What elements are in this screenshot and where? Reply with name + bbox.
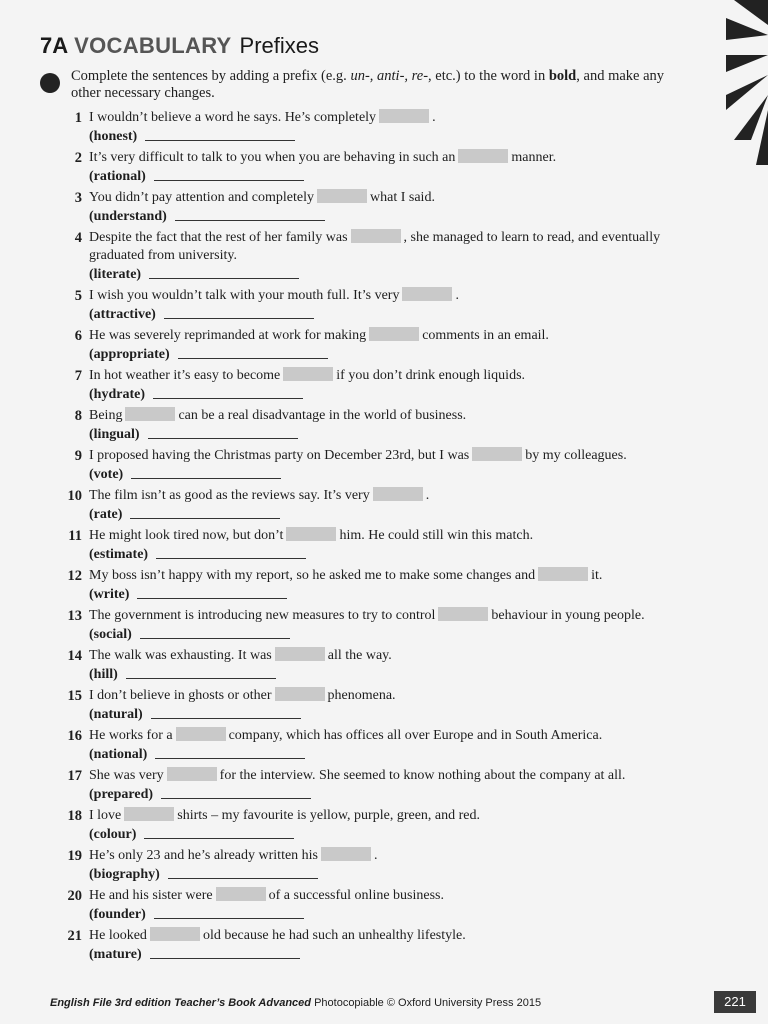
exercise-item — [0, 767, 720, 807]
answer-gap[interactable] — [317, 189, 367, 203]
sentence-before: Despite the fact that the rest of her family was — [89, 230, 348, 245]
bold-root-word: (honest) — [89, 129, 138, 144]
item-sentence — [89, 189, 669, 207]
exercise-item — [0, 727, 720, 767]
item-word-row — [89, 168, 304, 186]
item-sentence — [89, 807, 669, 825]
corner-decoration — [726, 0, 768, 165]
answer-gap[interactable] — [379, 109, 429, 123]
sentence-after: . — [432, 110, 436, 125]
item-word-row — [89, 586, 287, 604]
sentence-before: He works for a — [89, 728, 173, 743]
exercise-item — [0, 527, 720, 567]
bold-root-word: (social) — [89, 627, 132, 642]
sentence-before: The walk was exhausting. It was — [89, 648, 272, 663]
item-sentence — [89, 447, 669, 465]
sentence-before: Being — [89, 408, 123, 423]
answer-gap[interactable] — [286, 527, 336, 541]
exercise-item — [0, 847, 720, 887]
answer-gap[interactable] — [438, 607, 488, 621]
item-word-row — [89, 826, 294, 844]
answer-line[interactable] — [137, 586, 287, 599]
item-word-row — [89, 666, 276, 684]
answer-line[interactable] — [150, 946, 300, 959]
answer-gap[interactable] — [538, 567, 588, 581]
sentence-before: I wouldn’t believe a word he says. He’s completely — [89, 110, 377, 125]
item-word-row — [89, 746, 305, 764]
sentence-after: manner. — [511, 150, 557, 165]
item-number: 8 — [74, 408, 82, 424]
answer-line[interactable] — [168, 866, 318, 879]
sentence-after: . — [425, 488, 430, 503]
exercise-item — [0, 189, 720, 229]
sentence-before: My boss isn’t happy with my report, so he asked me to make some changes and — [89, 568, 536, 583]
item-sentence — [89, 647, 669, 665]
sentence-after: of a successful online business. — [268, 888, 444, 903]
item-word-row — [89, 128, 295, 146]
answer-line[interactable] — [155, 746, 305, 759]
item-word-row — [89, 346, 328, 364]
sentence-before: It’s very difficult to talk to you when you are behaving in such an — [89, 150, 456, 165]
sentence-after: company, which has offices all over Europe and in South America. — [228, 728, 603, 743]
exercise-item — [0, 647, 720, 687]
item-number: 4 — [74, 230, 82, 246]
item-word-row — [89, 786, 311, 804]
item-number: 3 — [74, 190, 82, 206]
exercise-item — [0, 407, 720, 447]
answer-line[interactable] — [151, 706, 301, 719]
answer-gap[interactable] — [176, 727, 226, 741]
answer-line[interactable] — [154, 906, 304, 919]
item-word-row — [89, 266, 299, 284]
sentence-after: . — [374, 848, 378, 863]
answer-gap[interactable] — [351, 229, 401, 243]
bold-root-word: (biography) — [89, 867, 160, 882]
sentence-before: He and his sister were — [89, 888, 213, 903]
answer-line[interactable] — [178, 346, 328, 359]
sentence-before: The government is introducing new measures to try to control — [89, 608, 436, 623]
bold-root-word: (appropriate) — [89, 347, 170, 362]
answer-line[interactable] — [156, 546, 306, 559]
exercise-item — [0, 149, 720, 189]
sentence-after: if you don’t drink enough liquids. — [336, 368, 526, 383]
answer-line[interactable] — [175, 208, 325, 221]
item-number: 2 — [74, 150, 82, 166]
item-number: 10 — [67, 488, 82, 504]
item-sentence — [89, 367, 669, 385]
answer-gap[interactable] — [275, 687, 325, 701]
bold-root-word: (rate) — [89, 507, 123, 522]
answer-line[interactable] — [148, 426, 298, 439]
item-word-row — [89, 706, 301, 724]
answer-line[interactable] — [126, 666, 276, 679]
bold-root-word: (prepared) — [89, 787, 154, 802]
item-sentence — [89, 887, 669, 905]
item-sentence — [89, 287, 669, 305]
exercise-item — [0, 327, 720, 367]
item-sentence — [89, 487, 669, 505]
sentence-after: him. He could still win this match. — [339, 528, 534, 543]
title-topic: Prefixes — [239, 33, 320, 58]
item-sentence — [89, 149, 669, 167]
page-title — [40, 32, 319, 63]
bold-root-word: (natural) — [89, 707, 143, 722]
sentence-before: He looked — [89, 928, 147, 943]
item-number: 1 — [74, 110, 82, 126]
exercise-item — [0, 607, 720, 647]
exercise-item — [0, 447, 720, 487]
sentence-after: old because he had such an unhealthy lifestyle. — [202, 928, 466, 943]
exercise-item — [0, 229, 720, 287]
sentence-after: behaviour in young people. — [491, 608, 645, 623]
item-number: 13 — [67, 608, 82, 624]
item-number: 20 — [67, 888, 82, 904]
answer-gap[interactable] — [124, 807, 174, 821]
sentence-after: what I said. — [370, 190, 435, 205]
bold-root-word: (hydrate) — [89, 387, 145, 402]
sentence-before: The film isn’t as good as the reviews say. It’s very — [89, 488, 370, 503]
bold-root-word: (lingual) — [89, 427, 140, 442]
answer-line[interactable] — [153, 386, 303, 399]
sentence-after: , she managed to learn to read, and eventually graduated from university. — [89, 230, 661, 263]
item-sentence — [89, 567, 669, 585]
sentence-before: I wish you wouldn’t talk with your mouth full. It’s very — [89, 288, 400, 303]
item-number: 17 — [67, 768, 82, 784]
bold-root-word: (hill) — [89, 667, 118, 682]
answer-gap[interactable] — [167, 767, 217, 781]
answer-line[interactable] — [140, 626, 290, 639]
exercise-item — [0, 367, 720, 407]
bold-root-word: (colour) — [89, 827, 137, 842]
item-number: 15 — [67, 688, 82, 704]
bold-root-word: (estimate) — [89, 547, 149, 562]
sentence-before: He was severely reprimanded at work for making — [89, 328, 367, 343]
item-word-row — [89, 386, 303, 404]
item-sentence — [89, 327, 669, 345]
bold-root-word: (vote) — [89, 467, 124, 482]
exercise-item — [0, 807, 720, 847]
instructions: Complete the sentences by adding a prefix (e.g. un-, anti-, re-, etc.) to the word in bold, and make any other necessary changes. — [71, 68, 665, 101]
sentence-before: I proposed having the Christmas party on December 23rd, but I was — [89, 448, 470, 463]
answer-gap[interactable] — [150, 927, 200, 941]
answer-gap[interactable] — [458, 149, 508, 163]
prefix-examples: un-, anti-, re- — [350, 68, 429, 84]
bold-root-word: (write) — [89, 587, 130, 602]
item-number: 14 — [67, 648, 82, 664]
sentence-after: for the interview. She seemed to know nothing about the company at all. — [219, 768, 626, 783]
bold-root-word: (literate) — [89, 267, 142, 282]
sentence-after: it. — [591, 568, 603, 583]
exercise-item — [0, 887, 720, 927]
answer-gap[interactable] — [283, 367, 333, 381]
answer-gap[interactable] — [125, 407, 175, 421]
item-number: 21 — [67, 928, 82, 944]
footer-copyright: Photocopiable © Oxford University Press 2015 — [311, 997, 542, 1009]
exercise-item — [0, 567, 720, 607]
sentence-before: He’s only 23 and he’s already written his — [89, 848, 319, 863]
answer-gap[interactable] — [216, 887, 266, 901]
item-word-row — [89, 306, 314, 324]
sentence-after: phenomena. — [327, 688, 396, 703]
answer-gap[interactable] — [321, 847, 371, 861]
footer — [50, 997, 541, 1009]
item-sentence — [89, 927, 669, 945]
item-sentence — [89, 727, 669, 745]
exercise-item — [0, 687, 720, 727]
bold-root-word: (national) — [89, 747, 148, 762]
title-word: VOCABULARY — [74, 33, 232, 58]
sentence-before: She was very — [89, 768, 164, 783]
bullet-icon — [40, 73, 60, 93]
sentence-before: I don’t believe in ghosts or other — [89, 688, 272, 703]
answer-line[interactable] — [144, 826, 294, 839]
item-word-row — [89, 866, 318, 884]
sentence-after: all the way. — [327, 648, 392, 663]
answer-gap[interactable] — [373, 487, 423, 501]
item-word-row — [89, 466, 281, 484]
sentence-before: In hot weather it’s easy to become — [89, 368, 281, 383]
sentence-after: . — [455, 288, 459, 303]
bold-word: bold — [548, 68, 577, 84]
exercise-item — [0, 109, 720, 149]
item-sentence — [89, 407, 669, 425]
bold-root-word: (attractive) — [89, 307, 156, 322]
item-number: 19 — [67, 848, 82, 864]
sentence-after: can be a real disadvantage in the world of business. — [178, 408, 467, 423]
answer-gap[interactable] — [472, 447, 522, 461]
item-word-row — [89, 626, 290, 644]
answer-line[interactable] — [164, 306, 314, 319]
page-number: 221 — [714, 991, 756, 1013]
exercise-item — [0, 487, 720, 527]
item-number: 18 — [67, 808, 82, 824]
item-number: 5 — [74, 288, 82, 304]
item-word-row — [89, 506, 280, 524]
item-sentence — [89, 847, 669, 865]
answer-line[interactable] — [130, 506, 280, 519]
answer-line[interactable] — [154, 168, 304, 181]
item-sentence — [89, 229, 669, 265]
item-sentence — [89, 767, 669, 785]
bold-root-word: (understand) — [89, 209, 167, 224]
title-code: 7A — [40, 33, 69, 58]
sentence-after: comments in an email. — [422, 328, 549, 343]
sentence-before: I love — [89, 808, 122, 823]
sentence-before: You didn’t pay attention and completely — [89, 190, 315, 205]
exercise-item — [0, 927, 720, 967]
item-number: 9 — [74, 448, 82, 464]
item-sentence — [89, 527, 669, 545]
sentence-after: by my colleagues. — [525, 448, 627, 463]
answer-gap[interactable] — [369, 327, 419, 341]
item-number: 11 — [68, 528, 82, 544]
answer-line[interactable] — [131, 466, 281, 479]
exercise-item — [0, 287, 720, 327]
footer-book: English File 3rd edition Teacher’s Book Advanced — [50, 997, 312, 1009]
item-number: 12 — [67, 568, 82, 584]
answer-line[interactable] — [145, 128, 295, 141]
answer-line[interactable] — [161, 786, 311, 799]
item-sentence — [89, 607, 669, 625]
answer-gap[interactable] — [402, 287, 452, 301]
answer-line[interactable] — [149, 266, 299, 279]
item-word-row — [89, 906, 304, 924]
item-word-row — [89, 208, 325, 226]
item-sentence — [89, 109, 669, 127]
item-word-row — [89, 426, 298, 444]
item-number: 6 — [74, 328, 82, 344]
sentence-after: shirts – my favourite is yellow, purple, green, and red. — [177, 808, 481, 823]
answer-gap[interactable] — [275, 647, 325, 661]
item-word-row — [89, 546, 306, 564]
item-number: 16 — [67, 728, 82, 744]
item-number: 7 — [74, 368, 82, 384]
bold-root-word: (mature) — [89, 947, 142, 962]
exercise-list — [0, 109, 720, 967]
bold-root-word: (rational) — [89, 169, 146, 184]
item-word-row — [89, 946, 300, 964]
item-sentence — [89, 687, 669, 705]
bold-root-word: (founder) — [89, 907, 146, 922]
sentence-before: He might look tired now, but don’t — [89, 528, 284, 543]
